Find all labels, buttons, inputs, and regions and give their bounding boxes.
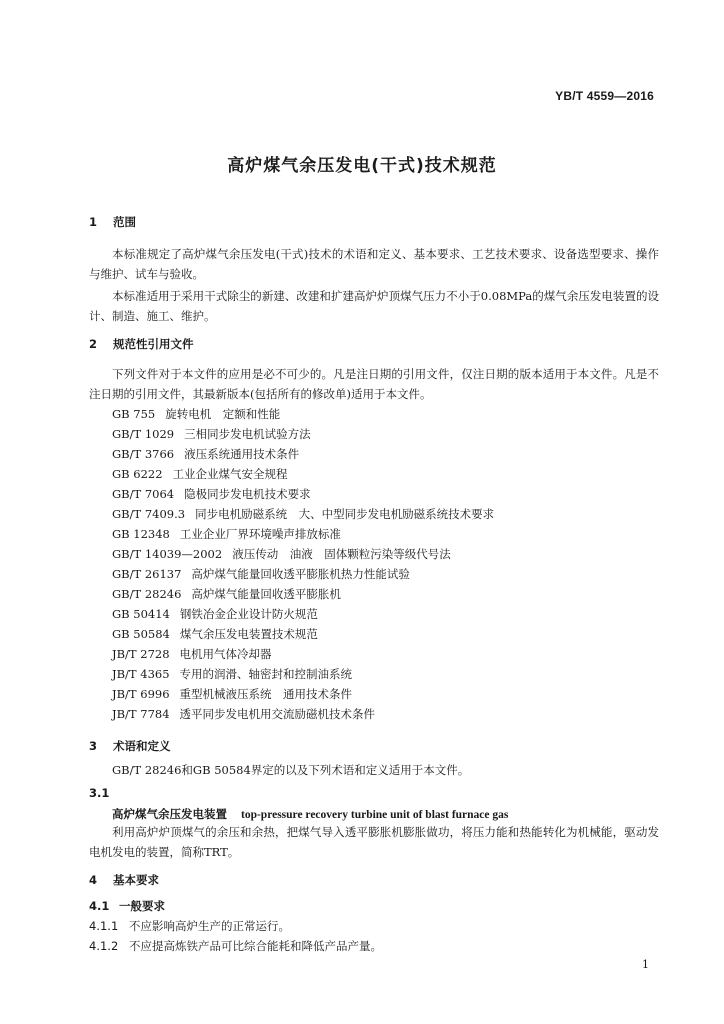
reference-item [112, 686, 352, 702]
reference-title: 同步电机励磁系统 大、中型同步发电机励磁系统技术要求 [195, 507, 495, 521]
reference-item [112, 646, 272, 662]
clause-text: 不应影响高炉生产的正常运行。 [129, 919, 290, 933]
reference-title: 电机用气体冷却器 [179, 647, 272, 661]
reference-code: GB/T 28246 [112, 587, 182, 601]
reference-item [112, 666, 352, 682]
clause-number: 3.1 [89, 786, 110, 800]
clause-text: 不应提高炼铁产品可比综合能耗和降低产品产量。 [129, 939, 382, 953]
section-title: 基本要求 [113, 873, 159, 887]
reference-item [112, 406, 280, 422]
reference-item [112, 566, 410, 582]
term-definition: 利用高炉炉顶煤气的余压和余热，把煤气导入透平膨胀机膨胀做功，将压力能和热能转化为机械能，驱动发电机发电的装置，简称TRT。 [89, 825, 659, 859]
reference-item [112, 426, 311, 442]
reference-item [112, 546, 451, 562]
section-title: 范围 [113, 215, 136, 229]
clause-title: 一般要求 [119, 899, 165, 913]
clause-4-1-2 [89, 938, 382, 954]
clause-number: 4.1.1 [89, 919, 119, 933]
section-title: 术语和定义 [113, 739, 171, 753]
reference-title: 隐极同步发电机技术要求 [184, 487, 311, 501]
page-number: 1 [642, 958, 649, 971]
reference-item [112, 586, 341, 602]
term-chinese: 高炉煤气余压发电装置 [112, 807, 227, 821]
reference-code: GB/T 7064 [112, 487, 175, 501]
reference-item [112, 506, 494, 522]
reference-code: GB 50584 [112, 627, 170, 641]
reference-code: GB 50414 [112, 607, 170, 621]
section-2-heading [89, 336, 194, 352]
section-number: 1 [89, 215, 98, 229]
reference-title: 专用的润滑、轴密封和控制油系统 [179, 667, 353, 681]
reference-title: 工业企业厂界环境噪声排放标准 [179, 527, 341, 541]
section-3-heading [89, 738, 171, 754]
document-title: 高炉煤气余压发电(干式)技术规范 [227, 156, 497, 176]
reference-item [112, 626, 318, 642]
reference-code: GB 12348 [112, 527, 170, 541]
section-number: 3 [89, 739, 98, 753]
clause-number: 4.1.2 [89, 939, 119, 953]
reference-code: GB/T 7409.3 [112, 507, 186, 521]
reference-title: 重型机械液压系统 通用技术条件 [179, 687, 353, 701]
standard-code: YB/T 4559—2016 [555, 89, 654, 103]
reference-title: 旋转电机 定额和性能 [165, 407, 281, 421]
reference-title: 煤气余压发电装置技术规范 [179, 627, 318, 641]
reference-title: 透平同步发电机用交流励磁机技术条件 [179, 707, 376, 721]
section-number: 2 [89, 337, 98, 351]
reference-item [112, 706, 375, 722]
paragraph-scope-2: 本标准适用于采用干式除尘的新建、改建和扩建高炉炉顶煤气压力不小于0.08MPa的煤气余压发电装置的设计、制造、施工、维护。 [89, 289, 659, 323]
paragraph-normative-refs: 下列文件对于本文件的应用是必不可少的。凡是注日期的引用文件，仅注日期的版本适用于本文件。凡是不注日期的引用文件，其最新版本(包括所有的修改单)适用于本文件。 [89, 367, 659, 401]
clause-number: 4.1 [89, 899, 110, 913]
reference-title: 液压系统通用技术条件 [184, 447, 300, 461]
paragraph-terms-intro: GB/T 28246和GB 50584界定的以及下列术语和定义适用于本文件。 [112, 763, 470, 777]
reference-item [112, 526, 341, 542]
reference-title: 钢铁冶金企业设计防火规范 [179, 607, 318, 621]
reference-code: JB/T 7784 [112, 707, 170, 721]
section-1-heading [89, 214, 136, 230]
reference-code: GB/T 14039—2002 [112, 547, 223, 561]
reference-code: JB/T 4365 [112, 667, 170, 681]
reference-code: GB/T 3766 [112, 447, 175, 461]
reference-code: JB/T 2728 [112, 647, 170, 661]
reference-code: GB 755 [112, 407, 156, 421]
reference-code: GB 6222 [112, 467, 163, 481]
reference-title: 工业企业煤气安全规程 [172, 467, 288, 481]
reference-item [112, 466, 288, 482]
reference-title: 液压传动 油液 固体颗粒污染等级代号法 [232, 547, 451, 561]
clause-4-1-1 [89, 918, 290, 934]
reference-code: GB/T 26137 [112, 567, 182, 581]
reference-title: 高炉煤气能量回收透平膨胀机 [191, 587, 341, 601]
reference-title: 三相同步发电机试验方法 [184, 427, 311, 441]
section-4-heading [89, 872, 159, 888]
clause-4-1 [89, 898, 165, 914]
term-english: top-pressure recovery turbine unit of blast furnace gas [241, 809, 509, 821]
reference-code: JB/T 6996 [112, 687, 170, 701]
reference-title: 高炉煤气能量回收透平膨胀机热力性能试验 [191, 567, 410, 581]
reference-item [112, 606, 318, 622]
term-entry [112, 806, 508, 822]
reference-code: GB/T 1029 [112, 427, 175, 441]
section-number: 4 [89, 873, 98, 887]
reference-item [112, 486, 311, 502]
reference-item [112, 446, 299, 462]
section-title: 规范性引用文件 [113, 337, 194, 351]
paragraph-scope-1: 本标准规定了高炉煤气余压发电(干式)技术的术语和定义、基本要求、工艺技术要求、设备选型要求、操作与维护、试车与验收。 [89, 247, 659, 281]
